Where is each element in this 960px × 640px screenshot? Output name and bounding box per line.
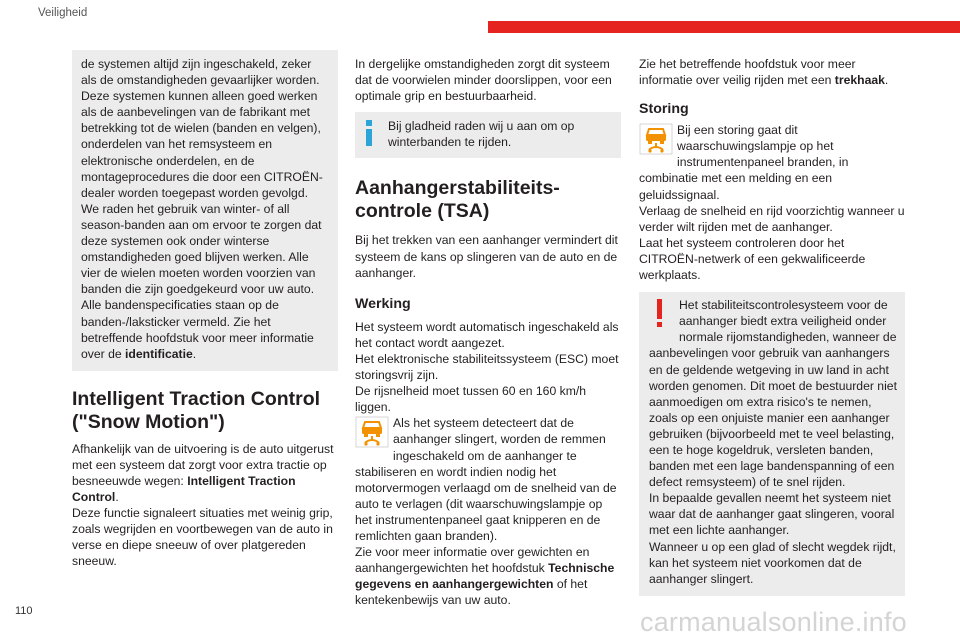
werking-paragraph-2: Het elektronische stabiliteitssysteem (ESC) moet storingsvrij zijn. — [355, 351, 619, 383]
tsa-warning-lamp-icon — [355, 416, 389, 448]
column-3 — [639, 50, 905, 596]
tyre-advice-text: de systemen altijd zijn ingeschakeld, zeker als de omstandigheden gevaarlijker worden. Deze systemen kunnen alleen goed werken als de aanbevelingen van de fabrikant met betrekking tot de wielen (banden en velgen), onderdelen van het remsysteem en elektronische onderdelen, en de montageprocedures die door een CITROËN-dealer worden toegepast worden gevolgd. We raden het gebruik van winter- of all season-banden aan om ervoor te zorgen dat deze systemen ook onder winterse omstandigheden goed blijven werken. Alle vier de wielen moeten worden voorzien van banden die zijn goedgekeurd voor uw auto. Alle bandenspecificaties staan op de banden-/laksticker vermeld. Zie het betreffende hoofdstuk voor meer informatie over de identificatie. — [81, 57, 323, 361]
watermark: carmanualsonline.info — [640, 607, 907, 637]
subheading-storing: Storing — [639, 101, 689, 118]
warning-paragraph-2: In bepaalde gevallen neemt het systeem niet waar dat de aanhanger gaat slingeren, vooral met een lichte aanhanger. — [649, 491, 895, 538]
col2-paragraph-1: In dergelijke omstandigheden zorgt dit systeem dat de voorwielen minder doorslippen, voor een optimale grip en bestuurbaarheid. — [355, 57, 612, 104]
itc-paragraph-1: Afhankelijk van de uitvoering is de auto uitgerust met een systeem dat zorgt voor extra tractie op besneeuwde wegen: Intelligent Traction Control. — [72, 441, 334, 505]
warning-paragraph-1: Het stabiliteitscontrolesysteem voor de aanhanger biedt extra veiligheid onder normale rijomstandigheden, wanneer de aanbevelingen voor gebruik van aanhangers en de geldende wetgeving in uw land in acht worden genomen. Dit moet de bestuurder niet aanmoedigen om extra risico's te nemen, zoals op een onjuiste manier een aanhanger gebruiken (bijvoorbeeld met te veel belasting, een te hoge kogeldruk, versleten banden, banden met een lage bandenspanning of een defect remsysteem) of te snel rijden. — [649, 298, 897, 490]
technische-gegevens-link-text: Technische gegevens en aanhangergewichten — [355, 561, 615, 592]
storing-paragraph-2: Verlaag de snelheid en rijd voorzichtig wanneer u verder wilt rijden met de aanhanger. — [639, 203, 905, 234]
col3-paragraph-1: Zie het betreffende hoofdstuk voor meer informatie over veilig rijden met een trekhaak. — [639, 57, 889, 88]
info-box-text: Bij gladheid raden wij u aan om op winterbanden te rijden. — [388, 119, 575, 150]
werking-lamp-paragraph: Als het systeem detecteert dat de aanhanger slingert, worden de remmen ingeschakeld om de aanhanger te stabiliseren en wordt indien nodig het motorvermogen verlaagd om de snelheid van de auto te verlagen (dit waarschuwingslampje op het instrumentenpaneel gaat knipperen en de remlichten gaan branden). — [355, 416, 617, 543]
itc-paragraph-2: Deze functie signaleert situaties met weinig grip, zoals wegrijden en voortbewegen van de auto in verse en diepe sneeuw of over platgereden sneeuw. — [72, 506, 333, 569]
section-title: Veiligheid — [38, 7, 88, 19]
column-2 — [355, 50, 621, 608]
warning-exclamation-icon — [649, 299, 671, 331]
identificatie-link-text: identificatie — [125, 346, 193, 361]
header-accent-bar — [488, 21, 960, 33]
page-number: 110 — [15, 605, 33, 617]
column-1 — [72, 50, 338, 570]
werking-paragraph-5: Zie voor meer informatie over gewichten en aanhangergewichten het hoofdstuk Technische gegevens en aanhangergewichten of het kentekenbewijs van uw auto. — [355, 545, 615, 608]
tsa-warning-lamp-icon — [639, 123, 673, 155]
tyre-advice-box — [72, 50, 338, 371]
winter-tyres-info-box — [355, 112, 621, 158]
subheading-werking: Werking — [355, 295, 411, 312]
werking-paragraph-1: Het systeem wordt automatisch ingeschakeld als het contact wordt aangezet. — [355, 319, 619, 350]
heading-tsa: Aanhangerstabiliteits-controle (TSA) — [355, 177, 560, 223]
info-icon — [366, 120, 374, 146]
tsa-warning-box — [639, 292, 905, 596]
tsa-intro-paragraph: Bij het trekken van een aanhanger vermindert dit systeem de kans op slingeren van de auto en de aanhanger. — [355, 233, 618, 280]
werking-paragraph-3: De rijsnelheid moet tussen 60 en 160 km/h liggen. — [355, 384, 587, 415]
storing-lamp-paragraph: Bij een storing gaat dit waarschuwingslampje op het instrumentenpaneel branden, in combinatie met een melding en een geluidssignaal. — [639, 123, 849, 202]
heading-intelligent-traction-control: Intelligent Traction Control ("Snow Motion") — [72, 387, 321, 433]
trekhaak-link-text: trekhaak — [834, 73, 885, 88]
storing-paragraph-3: Laat het systeem controleren door het CITROËN-netwerk of een gekwalificeerde werkplaats. — [639, 235, 866, 283]
warning-paragraph-3: Wanneer u op een glad of slecht wegdek rijdt, kan het systeem niet voorkomen dat de aanhanger slingert. — [649, 539, 896, 586]
